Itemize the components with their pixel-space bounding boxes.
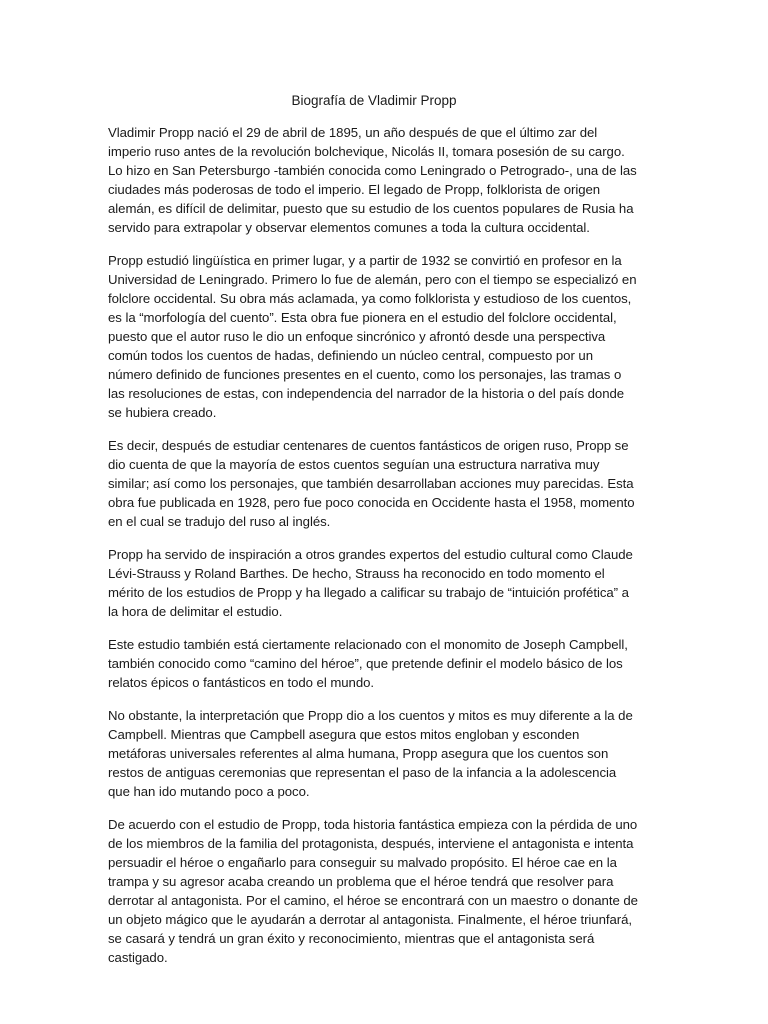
- paragraph-structure: Es decir, después de estudiar centenares de cuentos fantásticos de origen ruso, Propp se dio cuenta de que la mayoría de estos cuentos seguían una estructura narrativa muy similar; así como los personajes, que también desarrollaban acciones muy parecidas. Esta obra fue publicada en 1928, pero fue poco conocida en Occidente hasta el 1958, momento en el cual se tradujo del ruso al inglés.: [108, 438, 635, 529]
- paragraph-monomyth: Este estudio también está ciertamente relacionado con el monomito de Joseph Campbell, también conocido como “camino del héroe”, que pretende definir el modelo básico de los relatos épicos o fantásticos en todo el mundo.: [108, 637, 628, 690]
- paragraph-career: Propp estudió lingüística en primer lugar, y a partir de 1932 se convirtió en profesor en la Universidad de Leningrado. Primero lo fue de alemán, pero con el tiempo se especializó en folclore occidental. Su obra más aclamada, ya como folklorista y estudioso de los cuentos, es la “morfología del cuento”. Esta obra fue pionera en el estudio del folclore occidental, puesto que el autor ruso le dio un enfoque sincrónico y afrontó desde una perspectiva común todos los cuentos de hadas, definiendo un núcleo central, compuesto por un número definido de funciones presentes en el cuento, como los personajes, las tramas o las resoluciones de estas, con independencia del narrador de la historia o del país donde se hubiera creado.: [108, 253, 637, 420]
- document-title: Biografía de Vladimir Propp: [291, 93, 457, 108]
- paragraph-interpretation: No obstante, la interpretación que Propp dio a los cuentos y mitos es muy diferente a la de Campbell. Mientras que Campbell asegura que estos mitos engloban y esconden metáforas universales referentes al alma humana, Propp asegura que los cuentos son restos de antiguas ceremonias que representan el paso de la infancia a la adolescencia que han ido mutando poco a poco.: [108, 708, 633, 799]
- paragraph-influence: Propp ha servido de inspiración a otros grandes expertos del estudio cultural como Claude Lévi-Strauss y Roland Barthes. De hecho, Strauss ha reconocido en todo momento el mérito de los estudios de Propp y ha llegado a calificar su trabajo de “intuición profética” a la hora de delimitar el estudio.: [108, 547, 633, 619]
- paragraph-story-model: De acuerdo con el estudio de Propp, toda historia fantástica empieza con la pérdida de uno de los miembros de la familia del protagonista, después, interviene el antagonista e intenta persuadir el héroe o engañarlo para conseguir su malvado propósito. El héroe cae en la trampa y su agresor acaba creando un problema que el héroe tendrá que resolver para derrotar al antagonista. Por el camino, el héroe se encontrará con un maestro o donante de un objeto mágico que le ayudarán a derrotar al antagonista. Finalmente, el héroe triunfará, se casará y tendrá un gran éxito y reconocimiento, mientras que el antagonista será castigado.: [108, 817, 638, 965]
- paragraph-birth: Vladimir Propp nació el 29 de abril de 1895, un año después de que el último zar del imperio ruso antes de la revolución bolchevique, Nicolás II, tomara posesión de su cargo. Lo hizo en San Petersburgo -también conocida como Leningrado o Petrogrado-, una de las ciudades más poderosas de todo el imperio. El legado de Propp, folklorista de origen alemán, es difícil de delimitar, puesto que su estudio de los cuentos populares de Rusia ha servido para extrapolar y observar elementos comunes a toda la cultura occidental.: [108, 125, 637, 235]
